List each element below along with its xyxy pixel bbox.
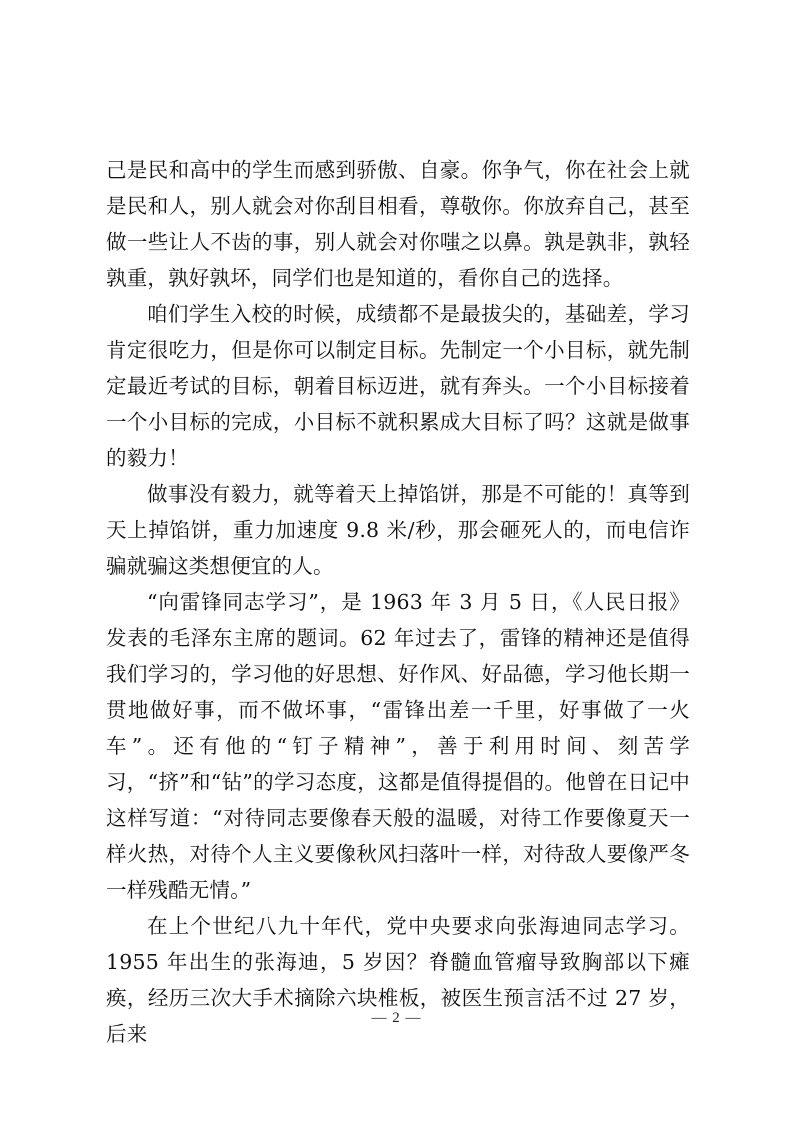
paragraph-continuation: 己是民和高中的学生而感到骄傲、自豪。你争气，你在社会上就是民和人，别人就会对你刮目相看，尊敬你。你放弃自己，甚至做一些让人不齿的事，别人就会对你嗤之以鼻。孰是孰非，孰轻孰重，孰好孰坏，同学们也是知道的，看你自己的选择。	[106, 158, 690, 290]
paragraph-goals: 咱们学生入校的时候，成绩都不是最拔尖的，基础差，学习肯定很吃力，但是你可以制定目标。先制定一个小目标，就先制定最近考试的目标，朝着目标迈进，就有奔头。一个小目标接着一个小目标的完成，小目标不就积累成大目标了吗？这就是做事的毅力！	[106, 302, 690, 470]
paragraph-lei-feng: “向雷锋同志学习”，是 1963 年 3 月 5 日，《人民日报》发表的毛泽东主席的题词。62 年过去了，雷锋的精神还是值得我们学习的，学习他的好思想、好作风、好品德，学习他长期一贯地做好事，而不做坏事，“雷锋出差一千里，好事做了一火车”。还有他的“钉子精神”，善于利用时间、刻苦学习，“挤”和“钻”的学习态度，这都是值得提倡的。他曾在日记中这样写道：“对待同志要像春天般的温暖，对待工作要像夏天一样火热，对待个人主义要像秋风扫落叶一样，对待敌人要像严冬一样残酷无情。”	[106, 590, 690, 902]
page-number: — 2 —	[371, 1010, 422, 1026]
paragraph-zhang-haidi: 在上个世纪八九十年代，党中央要求向张海迪同志学习。1955 年出生的张海迪，5 岁因？脊髓血管瘤导致胸部以下瘫痪，经历三次大手术摘除六块椎板，被医生预言活不过 27 岁，后来	[106, 914, 690, 1046]
paragraph-perseverance: 做事没有毅力，就等着天上掉馅饼，那是不可能的！真等到天上掉馅饼，重力加速度 9.8 米/秒，那会砸死人的，而电信诈骗就骗这类想便宜的人。	[106, 482, 690, 578]
body-text	[106, 152, 690, 1052]
